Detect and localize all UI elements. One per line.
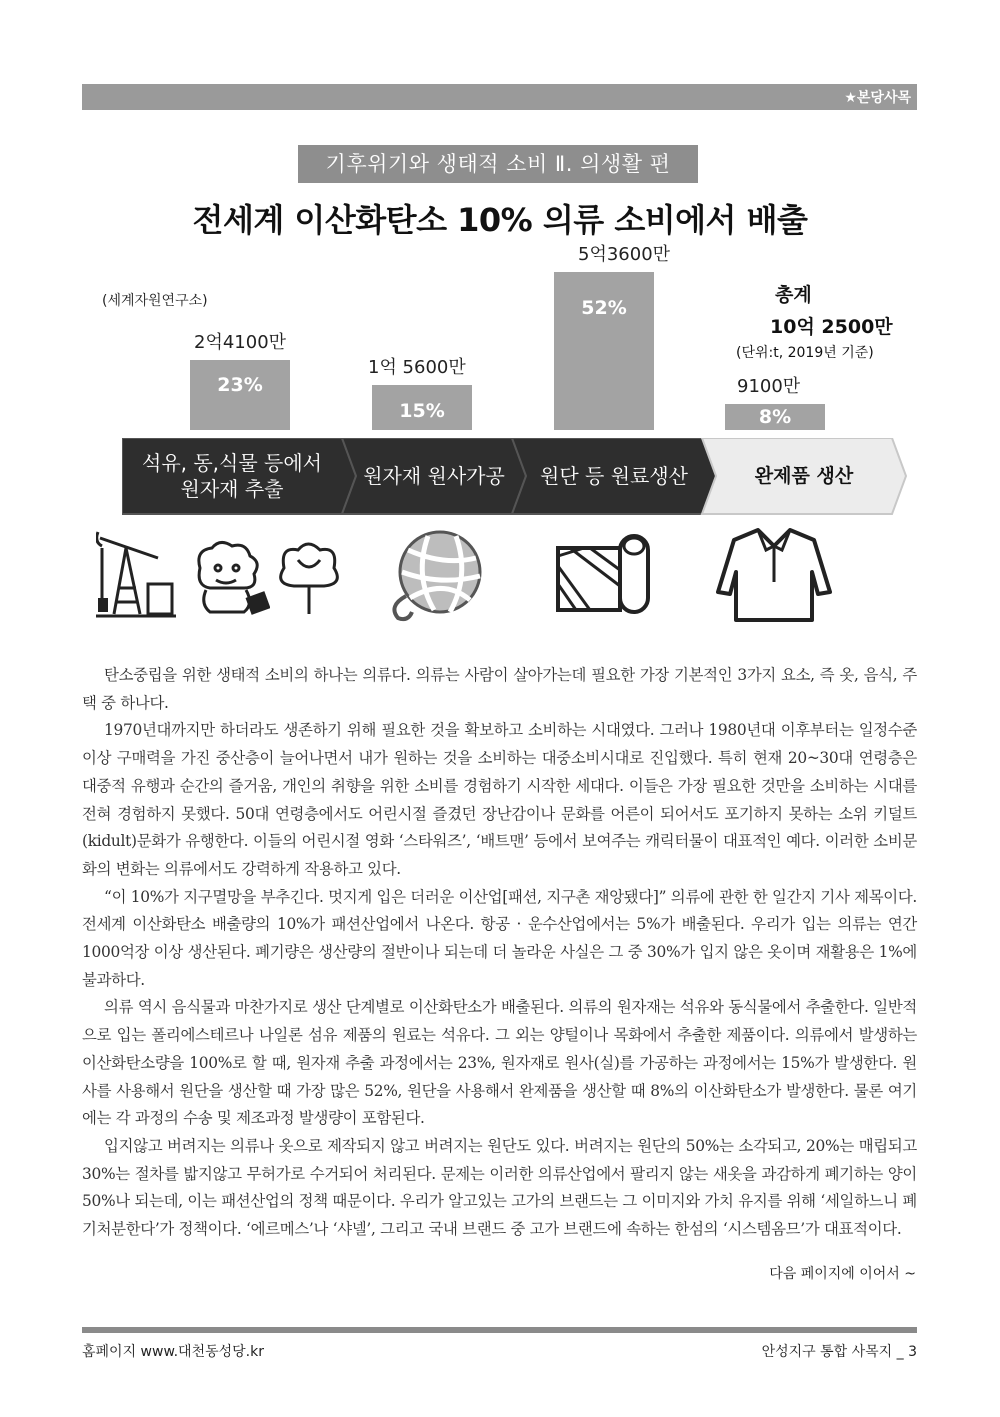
stage-label-line: 원자재 추출 xyxy=(180,477,284,501)
chart-unit: (단위:t, 2019년 기준) xyxy=(736,345,874,361)
article-subtitle: 기후위기와 생태적 소비 Ⅱ. 의생활 편 xyxy=(298,145,698,183)
paragraph: “이 10%가 지구멸망을 부추긴다. 멋지게 입은 더러운 이산업[패션, 지구촌 재앙됐다]” 의류에 관한 한 일간지 기사 제목이다. 전세계 이산화탄소 배출량의 10%가 패션산업에서 나온다. 항공 · 운수산업에서는 5%가 배출된다. 우리가 입는 의류는 연간 1000억장 이상 생산된다. 폐기량은 생산량의 절반이나 되는데 더 놀라운 사실은 그 중 30%가 입지 않은 옷이며 재활용은 1%에 불과하다. xyxy=(82,887,917,989)
stage-label xyxy=(122,450,342,502)
chart-total-value: 10억 2500만 xyxy=(770,316,893,338)
paragraph: 1970년대까지만 하더라도 생존하기 위해 필요한 것을 확보하고 소비하는 시대였다. 그러나 1980년대 이후부터는 일정수준 이상 구매력을 가진 중산층이 늘어나면서 내가 원하는 것을 소비하는 대중소비시대로 진입했다. 특히 현재 20~30대 연령층은 대중적 유행과 순간의 즐거움, 개인의 취향을 위한 소비를 경험하기 시작한 세대다. 이들은 가장 필요한 것만을 소비하는 시대를 전혀 경험하지 못했다. 50대 연령층에서도 어린시절 즐겼던 장난감이나 문화를 어른이 되어서도 포기하지 못하는 소위 키덜트(kidult)문화가 유행한다. 이들의 어린시절 영화 ‘스타워즈’, ‘배트맨’ 등에서 보여주는 캐릭터물이 대표적인 예다. 이러한 소비문화의 변화는 의류에서도 강력하게 작용하고 있다. xyxy=(82,721,917,878)
article-title: 전세계 이산화탄소 10% 의류 소비에서 배출 xyxy=(192,201,808,239)
cotton-icon xyxy=(274,538,344,618)
bar-percent-label: 8% xyxy=(758,406,792,428)
bar-amount-label: 1억 5600만 xyxy=(368,357,466,378)
footer-homepage: 홈페이지 www.대천동성당.kr xyxy=(82,1344,264,1360)
bar-amount-label: 5억3600만 xyxy=(578,244,671,265)
footer-page-info: 안성지구 통합 사목지 _ 3 xyxy=(761,1344,917,1360)
chart-bar xyxy=(554,272,654,430)
continue-note: 다음 페이지에 이어서 ~ xyxy=(769,1266,916,1282)
bar-percent-label: 23% xyxy=(217,374,263,396)
stage-label-line: 원자재 원사가공 xyxy=(363,464,505,488)
paragraph: 의류 역시 음식물과 마찬가지로 생산 단계별로 이산화탄소가 배출된다. 의류의 원자재는 석유와 동식물에서 추출한다. 일반적으로 입는 폴리에스테르나 나일론 섬유 제품의 원료는 석유다. 그 외는 양털이나 목화에서 추출한 제품이다. 의류에서 발생하는 이산화탄소량을 100%로 할 때, 원자재 추출 과정에서는 23%, 원자재로 원사(실)를 가공하는 과정에서는 15%가 발생한다. 원사를 사용해서 원단을 생산할 때 가장 많은 52%, 원단을 사용해서 완제품을 생산할 때 8%의 이산화탄소가 발생한다. 물론 여기에는 각 과정의 수송 및 제조과정 발생량이 포함된다. xyxy=(82,998,917,1128)
fabric-roll-icon xyxy=(554,526,654,616)
chart-bar xyxy=(725,404,825,430)
chart-source: (세계자원연구소) xyxy=(102,293,208,309)
stage-label xyxy=(712,463,896,489)
process-icons xyxy=(82,520,917,630)
footer-rule xyxy=(82,1327,917,1333)
shirt-icon xyxy=(714,522,834,622)
chart-total-label: 총계 xyxy=(775,284,812,306)
paragraph: 탄소중립을 위한 생태적 소비의 하나는 의류다. 의류는 사람이 살아가는데 필요한 가장 기본적인 3가지 요소, 즉 옷, 음식, 주택 중 하나다. xyxy=(82,666,917,712)
section-tag: ★본당사목 xyxy=(844,90,911,106)
header-bar xyxy=(82,84,917,110)
yarn-ball-icon xyxy=(384,526,494,622)
bar-amount-label: 2억4100만 xyxy=(194,332,287,353)
bar-percent-label: 52% xyxy=(581,297,627,319)
chart-bar xyxy=(190,360,290,430)
chart-bar xyxy=(372,385,472,430)
bar-amount-label: 9100만 xyxy=(737,376,801,397)
stage-label xyxy=(352,463,516,489)
article-body xyxy=(82,662,917,1244)
sheep-icon xyxy=(190,538,270,618)
stage-label xyxy=(522,463,706,489)
bar-percent-label: 15% xyxy=(399,400,445,422)
stage-label-line: 완제품 생산 xyxy=(754,465,854,487)
paragraph: 입지않고 버려지는 의류나 옷으로 제작되지 않고 버려지는 원단도 있다. 버려지는 원단의 50%는 소각되고, 20%는 매립되고 30%는 절차를 밟지않고 무허가로 수거되어 처리된다. 문제는 이러한 의류산업에서 팔리지 않는 새옷을 과감하게 폐기하는 양이 50%나 되는데, 이는 패션산업의 정책 때문이다. 우리가 알고있는 고가의 브랜드는 그 이미지와 가치 유지를 위해 ‘세일하느니 폐기처분한다’가 정책이다. ‘에르메스’나 ‘샤넬’, 그리고 국내 브랜드 중 고가 브랜드에 속하는 한섬의 ‘시스템옴므’가 대표적이다. xyxy=(82,1136,917,1239)
stage-label-line: 원단 등 원료생산 xyxy=(540,464,688,488)
stage-label-line: 석유, 동,식물 등에서 xyxy=(142,451,322,475)
oil-pump-icon xyxy=(96,528,176,620)
